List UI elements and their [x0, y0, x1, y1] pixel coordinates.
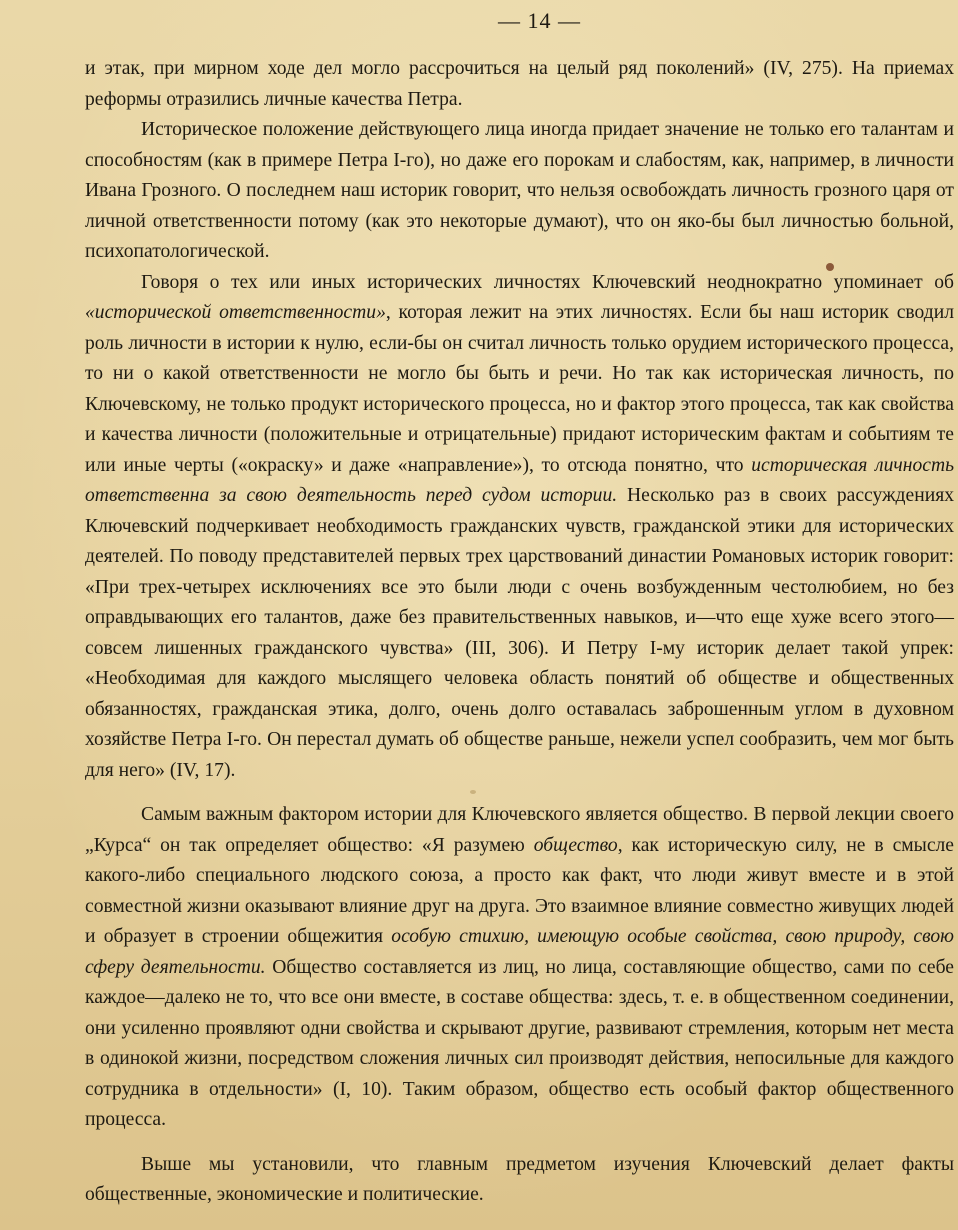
- text-run: Самым важным фактором истории для Ключевского является общество. В первой лекции своего „Курса“ он так определяет общество: «Я разумею: [85, 804, 954, 856]
- paragraph-2: [85, 115, 954, 268]
- ink-spot: [826, 263, 834, 271]
- paragraph-3: [85, 268, 954, 787]
- text-run: , которая лежит на этих личностях. Если бы наш историк сводил роль личности в истории к нулю, если-бы он считал личность только орудием исторического процесса, то ни о какой ответственности не могло бы быть и речи. Но так как историческая личность, по Ключевскому, не только продукт исторического процесса, но и фактор этого процесса, так как свойства и качества личности (положительные и отрицательные) придают историческим фактам и событиям те или иные черты («окраску» и даже «направление»), то отсюда понятно, что: [85, 302, 954, 476]
- paragraph-4: [85, 800, 954, 1136]
- paragraph-1: [85, 54, 954, 115]
- page-number: — 14 —: [498, 8, 581, 33]
- text-run: Говоря о тех или иных исторических личностях Ключевский неоднократно упоминает об: [141, 271, 954, 293]
- paragraph-5: [85, 1150, 954, 1211]
- paper-stain: [470, 790, 476, 794]
- italic-run: особую стихию, имеющую особые свойства, свою природу, свою сферу деятельности.: [85, 926, 954, 978]
- text-run: , как историческую силу, не в смысле какого-либо специального людского союза, а просто как факт, что люди живут вместе и в этой совместной жизни оказывают влияние друг на друга. Это взаимное влияние совместно живущих людей и образует в строении общежития: [85, 834, 954, 947]
- text-run: Выше мы установили, что главным предметом изучения Ключевский делает факты общественные, экономические и политические.: [85, 1153, 954, 1205]
- italic-run: историческая личность ответственна за свою деятельность перед судом истории.: [85, 454, 955, 506]
- italic-run: «исторической ответственности»: [85, 302, 386, 323]
- text-run: Несколько раз в своих рассуждениях Ключевский подчеркивает необходимость гражданских чувств, гражданской этики для исторических деятелей. По поводу представителей первых трех царствований династии Романовых историк говорит: «При трех-четырех исключениях все это были люди с очень возбужденным честолюбием, но без оправдывающих его талантов, даже без правительственных навыков, и—что еще хуже всего этого—совсем лишенных гражданского чувства» (III, 306). И Петру I-му историк делает такой упрек: «Необходимая для каждого мыслящего человека область понятий об обществе и общественных обязанностях, гражданская этика, долго, очень долго оставалась заброшенным углом в духовном хозяйстве Петра I-го. Он перестал думать об обществе раньше, нежели успел сообразить, чем мог быть для него» (IV, 17).: [85, 485, 955, 781]
- text-run: и этак, при мирном ходе дел могло рассрочиться на целый ряд поколений» (IV, 275). На приемах реформы отразились личные качества Петра.: [85, 58, 954, 110]
- text-run: Историческое положение действующего лица иногда придает значение не только его талантам и способностям (как в примере Петра I-го), но даже его порокам и слабостям, как, например, в личности Ивана Грозного. О последнем наш историк говорит, что нельзя освобождать личность грозного царя от личной ответственности потому (как это некоторые думают), что он яко-бы был личностью больной, психопатологической.: [85, 119, 954, 262]
- italic-run: общество: [533, 834, 618, 856]
- text-run: Общество составляется из лиц, но лица, составляющие общество, сами по себе каждое—далеко не то, что все они вместе, в составе общества: здесь, т. е. в общественном соединении, они усиленно проявляют одни свойства и скрывают другие, развивают стремления, которым нет места в одинокой жизни, посредством сложения личных сил производят действия, непосильные для каждого сотрудника в отдельности» (I, 10). Таким образом, общество есть особый фактор общественного процесса.: [85, 956, 954, 1130]
